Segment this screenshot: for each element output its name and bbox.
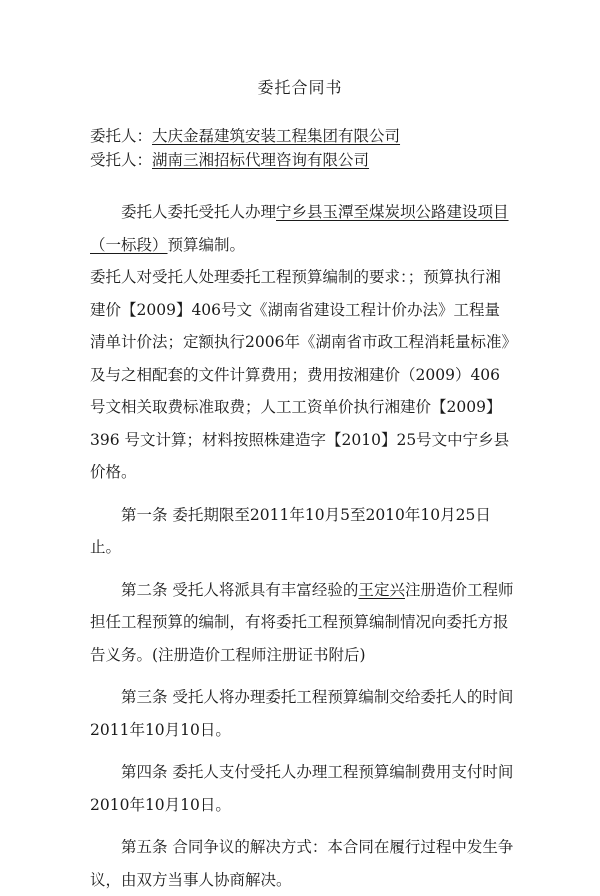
article-2-after: 注册造价工程师担任工程预算的编制，有将委托工程预算编制情况向委托方报告义务。(注册造价工程师注册证书附后) — [90, 580, 514, 664]
engineer-name: 王定兴 — [358, 580, 405, 599]
agent-line — [90, 148, 369, 170]
article-4: 第四条 委托人支付受托人办理工程预算编制费用支付时间2010年10月10日。 — [90, 763, 514, 814]
intro-paragraph — [90, 196, 515, 261]
article-5: 第五条 合同争议的解决方式：本合同在履行过程中发生争议，由双方当事人协商解决。 — [90, 838, 514, 889]
client-name: 大庆金磊建筑安装工程集团有限公司 — [152, 127, 401, 145]
agent-name: 湖南三湘招标代理咨询有限公司 — [152, 151, 370, 169]
document-title: 委托合同书 — [257, 78, 343, 97]
client-line — [90, 124, 400, 146]
requirements-paragraph: 委托人对受托人处理委托工程预算编制的要求：；预算执行湘建价【2009】406号文《湖南省建设工程计价办法》工程量清单计价法；定额执行2006年《湖南省市政工程消耗量标准》及与之相配套的文件计算费用；费用按湘建价（2009）406号文相关取费标准取费；人工工资单价执行湘建价【2009】396 号文计算；材料按照株建造字【2010】25号文中宁乡县价格。 — [90, 268, 510, 481]
client-label: 委托人： — [90, 127, 153, 145]
article-2-before: 第二条 受托人将派具有丰富经验的 — [121, 580, 359, 599]
article-2 — [90, 574, 515, 672]
agent-label: 受托人： — [90, 151, 153, 169]
intro-after: 预算编制。 — [167, 235, 246, 254]
intro-before: 委托人委托受托人办理 — [121, 203, 277, 221]
article-1: 第一条 委托期限至2011年10月5至2010年10月25日止。 — [90, 505, 491, 556]
project-name: 宁乡县玉潭至煤炭坝公路建设项目（一标段） — [90, 203, 509, 254]
article-3: 第三条 受托人将办理委托工程预算编制交给委托人的时间2011年10月10日。 — [90, 688, 514, 739]
contract-body — [90, 196, 515, 896]
